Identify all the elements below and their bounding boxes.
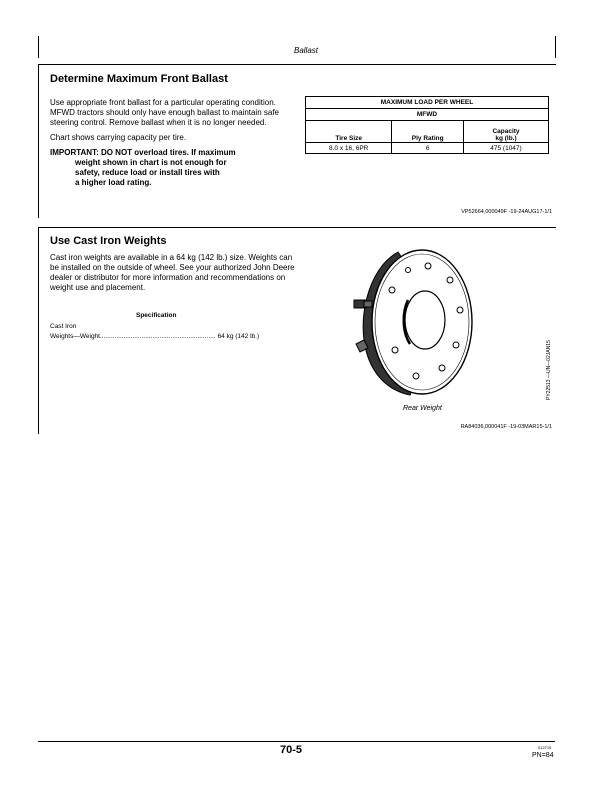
spec-dots: ................................................................	[99, 333, 216, 340]
important-line4: a higher load rating.	[75, 178, 152, 187]
table-subtitle: MFWD	[306, 109, 549, 121]
footer-pn: PN=84	[532, 752, 554, 759]
section1-ref: VP52664,000049F -19-24AUG17-1/1	[461, 209, 552, 215]
spec-title: Specification	[136, 312, 177, 319]
section1-body	[50, 98, 294, 188]
important-line1: IMPORTANT: DO NOT overload tires. If maximum	[50, 148, 236, 157]
spec-label2: Weights—Weight	[50, 333, 100, 340]
image-id: PY22513 —UN—02JAN15	[546, 340, 552, 400]
important-line3: safety, reduce load or install tires with	[75, 168, 220, 177]
section2-ref: RA84036,000041F -19-03MAR15-1/1	[460, 424, 552, 430]
table-cell: 6	[392, 143, 464, 154]
table-cell: 8.0 x 16, 6PR	[306, 143, 392, 154]
spec-label1: Cast Iron	[50, 323, 77, 330]
section1-paragraph2: Chart shows carrying capacity per tire.	[50, 133, 187, 142]
max-load-table	[305, 96, 549, 154]
table-row	[306, 143, 549, 154]
rear-weight-illustration	[350, 240, 480, 400]
section1-paragraph1: Use appropriate front ballast for a particular operating condition. MFWD tractors should only have enough ballast to maintain safe steering control. Remove ballast when it is no longer needed.	[50, 98, 280, 127]
spec-value: 64 kg (142 lb.)	[217, 333, 260, 340]
important-line2: weight shown in chart is not enough for	[75, 158, 227, 167]
footer-rule	[38, 741, 555, 742]
table-title: MAXIMUM LOAD PER WHEEL	[306, 97, 549, 109]
table-cell: 475 (1047)	[464, 143, 549, 154]
section2-title: Use Cast Iron Weights	[50, 235, 167, 247]
table-header-capacity: Capacity kg (lb.)	[464, 121, 549, 143]
page-number: 70-5	[280, 744, 303, 756]
header-title: Ballast	[293, 46, 318, 55]
important-note	[50, 148, 294, 188]
footer-code: 012715	[538, 745, 552, 750]
table-header-tire-size: Tire Size	[306, 121, 392, 143]
spec-line	[50, 333, 295, 340]
section1-title: Determine Maximum Front Ballast	[50, 73, 228, 85]
image-caption: Rear Weight	[403, 405, 442, 412]
section2-paragraph: Cast iron weights are available in a 64 kg (142 lb.) size. Weights can be installed on the outside of wheel. See your authorized John Deere dealer or distributor for more information and recommendations on weight use and placement.	[50, 253, 295, 292]
table-header-ply-rating: Ply Rating	[392, 121, 464, 143]
